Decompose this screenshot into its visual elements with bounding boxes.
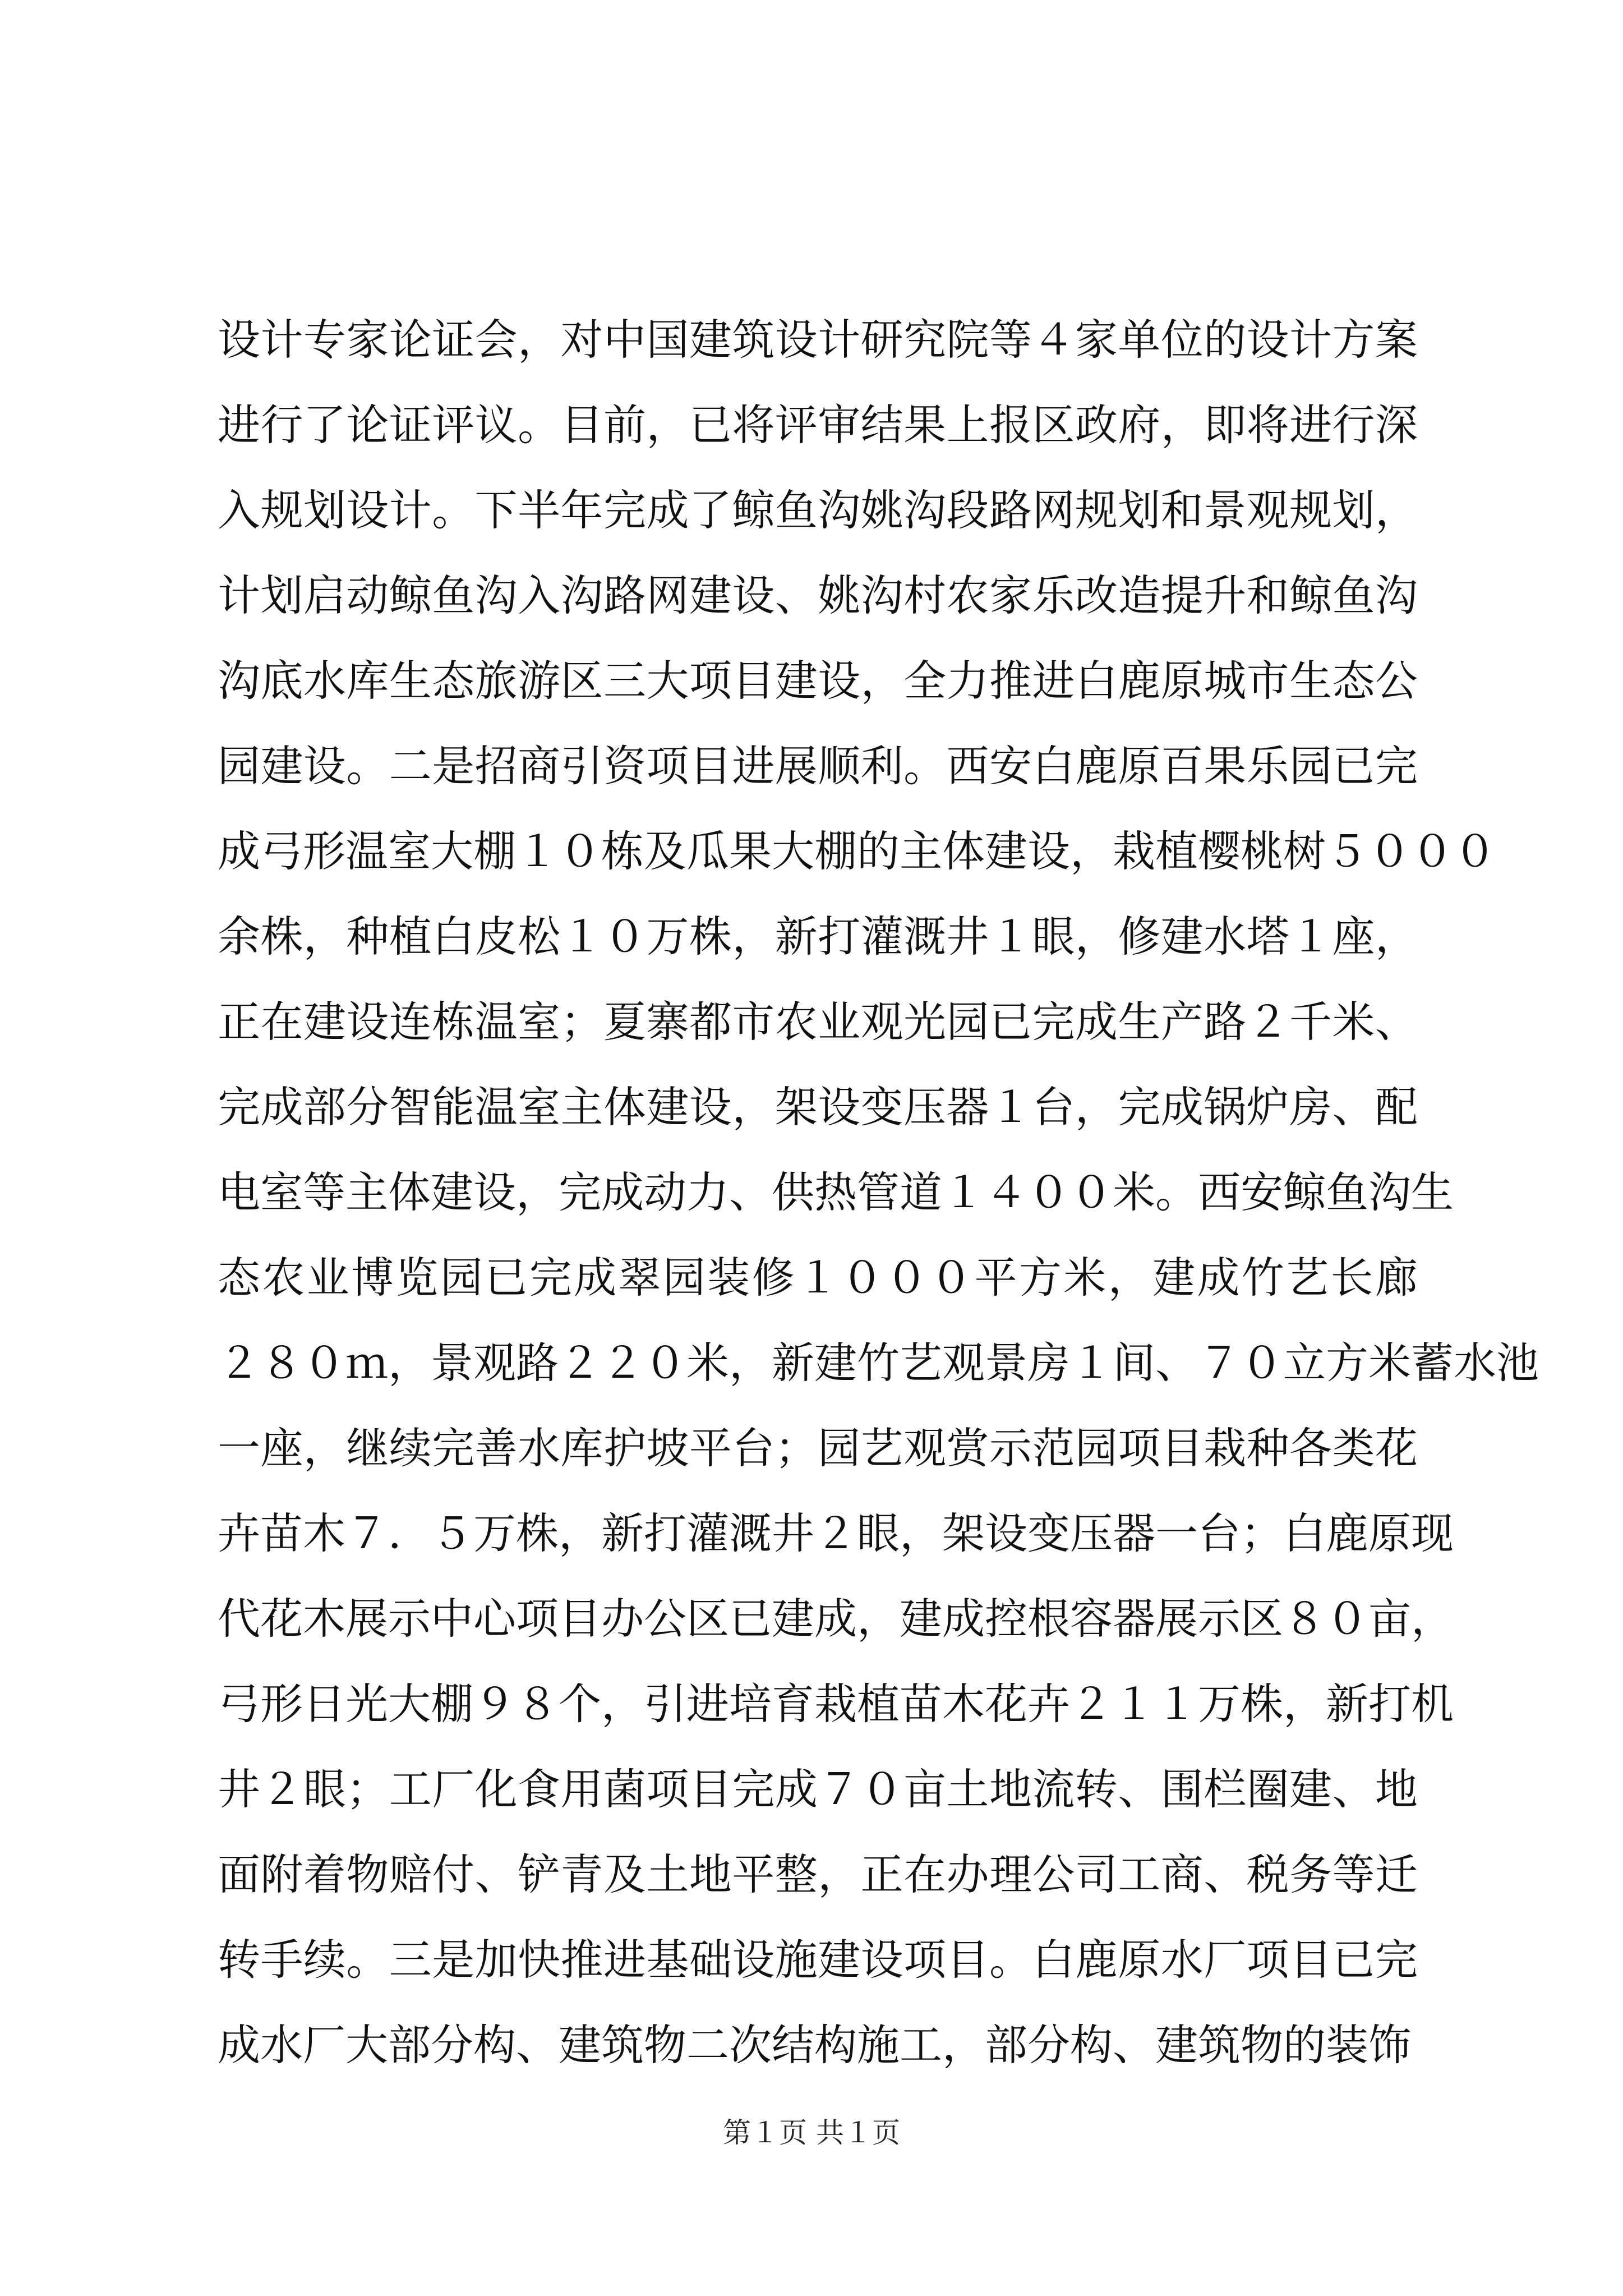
text-line: 园建设。二是招商引资项目进展顺利。西安白鹿原百果乐园已完 bbox=[218, 741, 1418, 791]
text-line: 电室等主体建设，完成动力、供热管道１４００米。西安鲸鱼沟生 bbox=[218, 1167, 1454, 1217]
text-line: 设计专家论证会，对中国建筑设计研究院等４家单位的设计方案 bbox=[218, 315, 1418, 365]
text-line: 成水厂大部分构、建筑物二次结构施工，部分构、建筑物的装饰 bbox=[218, 2020, 1411, 2070]
text-line: 弓形日光大棚９８个，引进培育栽植苗木花卉２１１万株，新打机 bbox=[218, 1679, 1454, 1729]
text-line: 卉苗木７．５万株，新打灌溉井２眼，架设变压器一台；白鹿原现 bbox=[218, 1508, 1454, 1558]
text-line: 正在建设连栋温室；夏寨都市农业观光园已完成生产路２千米、 bbox=[218, 997, 1418, 1047]
text-line: 计划启动鲸鱼沟入沟路网建设、姚沟村农家乐改造提升和鲸鱼沟 bbox=[218, 570, 1418, 620]
text-line: 井２眼；工厂化食用菌项目完成７０亩土地流转、围栏圈建、地 bbox=[218, 1764, 1418, 1814]
text-line: 代花木展示中心项目办公区已建成，建成控根容器展示区８０亩， bbox=[218, 1594, 1454, 1644]
text-line: 沟底水库生态旅游区三大项目建设，全力推进白鹿原城市生态公 bbox=[218, 656, 1418, 706]
text-line: 转手续。三是加快推进基础设施建设项目。白鹿原水厂项目已完 bbox=[218, 1935, 1418, 1985]
text-line: ２８０ｍ，景观路２２０米，新建竹艺观景房１间、７０立方米蓄水池 bbox=[218, 1338, 1539, 1388]
text-line: 一座，继续完善水库护坡平台；园艺观赏示范园项目栽种各类花 bbox=[218, 1423, 1418, 1473]
body-text bbox=[218, 297, 1539, 2088]
text-line: 入规划设计。下半年完成了鲸鱼沟姚沟段路网规划和景观规划， bbox=[218, 485, 1418, 535]
text-line: 进行了论证评议。目前，已将评审结果上报区政府，即将进行深 bbox=[218, 400, 1418, 450]
page-footer: 第１页 共１页 bbox=[723, 2116, 900, 2149]
text-line: 成弓形温室大棚１０栋及瓜果大棚的主体建设，栽植樱桃树５０００ bbox=[218, 826, 1496, 876]
text-line: 完成部分智能温室主体建设，架设变压器１台，完成锅炉房、配 bbox=[218, 1082, 1418, 1132]
text-line: 面附着物赔付、铲青及土地平整，正在办理公司工商、税务等迁 bbox=[218, 1849, 1418, 1899]
text-line: 余株，种植白皮松１０万株，新打灌溉井１眼，修建水塔１座， bbox=[218, 912, 1418, 961]
text-line: 态农业博览园已完成翠园装修１０００平方米，建成竹艺长廊 bbox=[218, 1253, 1418, 1303]
